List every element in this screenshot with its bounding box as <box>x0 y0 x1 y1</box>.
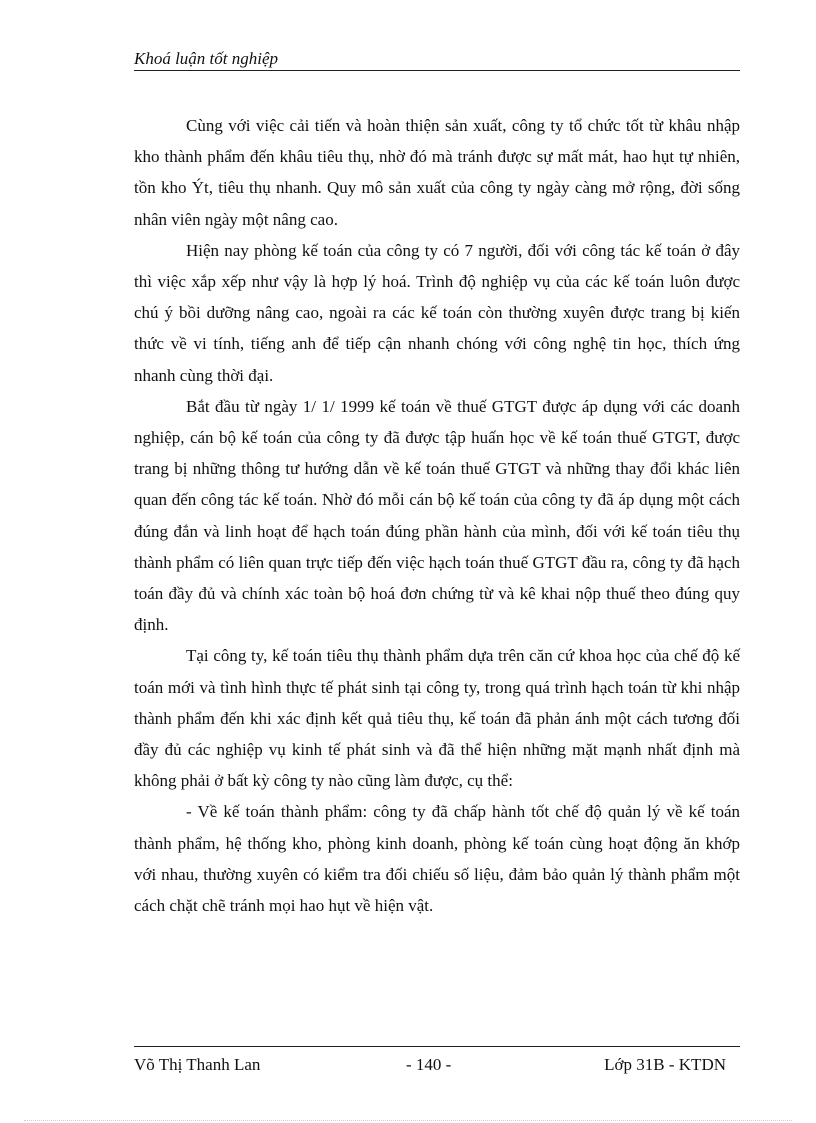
paragraph: Bắt đầu từ ngày 1/ 1/ 1999 kế toán về thuế GTGT được áp dụng với các doanh nghiệp, cán bộ kế toán của công ty đã được tập huấn học về kế toán thuế GTGT, được trang bị những thông tư hướng dẫn về kế toán thuế GTGT và những thay đổi khác liên quan đến công tác kế toán. Nhờ đó mỗi cán bộ kế toán của công ty đã áp dụng một cách đúng đắn và linh hoạt để hạch toán đúng phần hành của mình, đối với kế toán tiêu thụ thành phẩm có liên quan trực tiếp đến việc hạch toán thuế GTGT đầu ra, công ty đã hạch toán đầy đủ và chính xác toàn bộ hoá đơn chứng từ và kê khai nộp thuế theo đúng quy định. <box>134 396 740 635</box>
page-number: - 140 - <box>406 1055 452 1074</box>
paragraph: Hiện nay phòng kế toán của công ty có 7 người, đối với công tác kế toán ở đây thì việc xắp xếp như vậy là hợp lý hoá. Trình độ nghiệp vụ của các kế toán luôn được chú ý bồi dưỡng nâng cao, ngoài ra các kế toán còn thường xuyên được trang bị kiến thức về vi tính, tiếng anh để tiếp cận nhanh chóng với công nghệ tin học, thích ứng nhanh cùng thời đại. <box>134 240 740 385</box>
header-title: Khoá luận tốt nghiệp <box>134 49 279 68</box>
paragraph: - Về kế toán thành phẩm: công ty đã chấp hành tốt chế độ quản lý về kế toán thành phẩm, hệ thống kho, phòng kinh doanh, phòng kế toán cùng hoạt động ăn khớp với nhau, thường xuyên có kiểm tra đối chiếu số liệu, đảm bảo quản lý thành phẩm một cách chặt chẽ tránh mọi hao hụt về hiện vật. <box>134 802 740 916</box>
footer-class: Lớp 31B - KTDN <box>604 1055 726 1074</box>
page-header <box>134 48 740 71</box>
paragraph: Tại công ty, kế toán tiêu thụ thành phẩm dựa trên căn cứ khoa học của chế độ kế toán mới và tình hình thực tế phát sinh tại công ty, trong quá trình hạch toán từ khi nhập thành phẩm đến khi xác định kết quả tiêu thụ, kế toán đã phản ánh một cách tương đối đầy đủ các nghiệp vụ kinh tế phát sinh và đã thể hiện những mặt mạnh nhất định mà không phải ở bất kỳ công ty nào cũng làm được, cụ thể: <box>134 646 740 791</box>
page-footer <box>134 1046 740 1079</box>
page-edge-divider <box>24 1120 792 1121</box>
paragraph: Cùng với việc cải tiến và hoàn thiện sản xuất, công ty tổ chức tốt từ khâu nhập kho thành phẩm đến khâu tiêu thụ, nhờ đó mà tránh được sự mất mát, hao hụt tự nhiên, tồn kho Ýt, tiêu thụ nhanh. Quy mô sản xuất của công ty ngày càng mở rộng, đời sống nhân viên ngày một nâng cao. <box>134 116 740 229</box>
footer-author: Võ Thị Thanh Lan <box>134 1055 261 1074</box>
document-body <box>134 110 740 921</box>
